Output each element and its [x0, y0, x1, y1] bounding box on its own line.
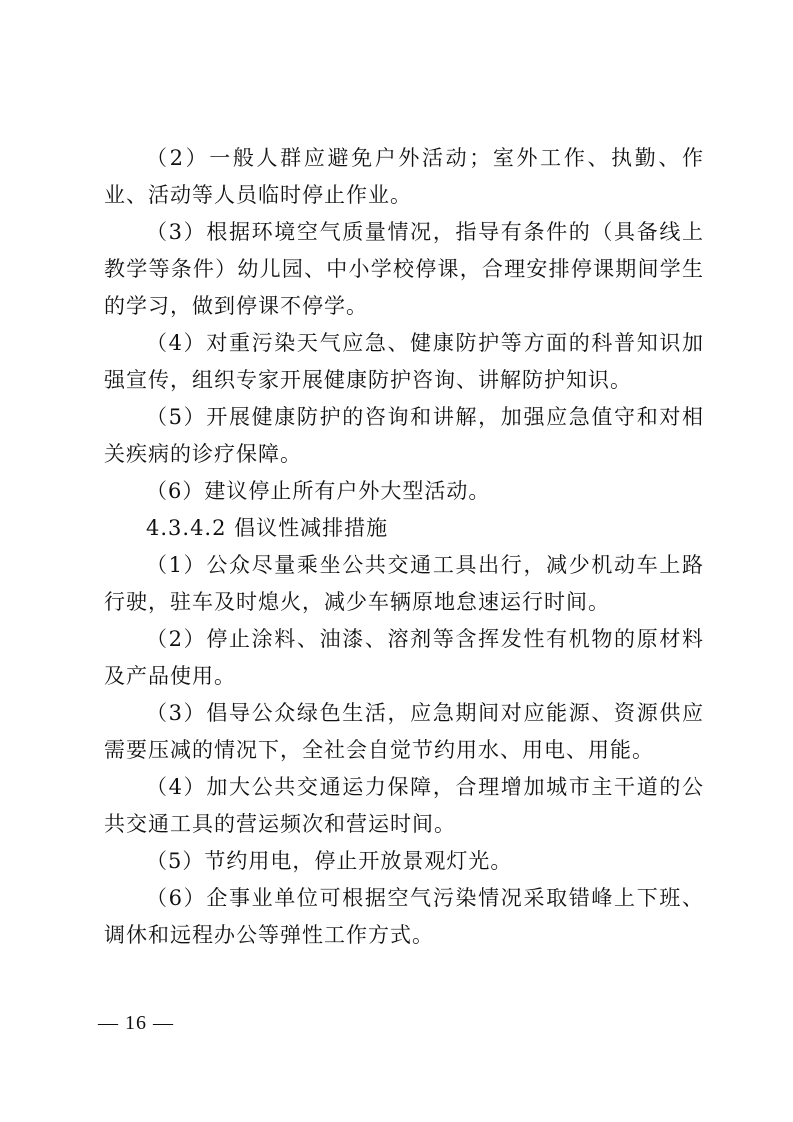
paragraph-top-4: （5）开展健康防护的咨询和讲解，加强应急值守和对相关疾病的诊疗保障。: [104, 405, 704, 466]
paragraph-top-2: （3）根据环境空气质量情况，指导有条件的（具备线上教学等条件）幼儿园、中小学校停课，合理安排停课期间学生的学习，做到停课不停学。: [104, 220, 704, 318]
page-number: — 16 —: [98, 1012, 174, 1034]
paragraph-bottom-3: （3）倡导公众绿色生活，应急期间对应能源、资源供应需要压减的情况下，全社会自觉节约用水、用电、用能。: [104, 701, 704, 762]
section-heading: 4.3.4.2 倡议性减排措施: [146, 516, 389, 540]
paragraph-bottom-4: （4）加大公共交通运力保障，合理增加城市主干道的公共交通工具的营运频次和营运时间。: [104, 775, 704, 836]
paragraph-bottom-2: （2）停止涂料、油漆、溶剂等含挥发性有机物的原材料及产品使用。: [104, 627, 704, 688]
paragraph-bottom-6: （6）企事业单位可根据空气污染情况采取错峰上下班、调休和远程办公等弹性工作方式。: [104, 886, 704, 947]
paragraph-bottom-5: （5）节约用电，停止开放景观灯光。: [146, 849, 513, 873]
paragraph-bottom-1: （1）公众尽量乘坐公共交通工具出行，减少机动车上路行驶，驻车及时熄火，减少车辆原地怠速运行时间。: [104, 553, 704, 614]
paragraph-top-1: （2）一般人群应避免户外活动；室外工作、执勤、作业、活动等人员临时停止作业。: [104, 146, 704, 207]
paragraph-top-3: （4）对重污染天气应急、健康防护等方面的科普知识加强宣传，组织专家开展健康防护咨询、讲解防护知识。: [104, 331, 704, 392]
paragraph-top-5: （6）建议停止所有户外大型活动。: [146, 479, 491, 503]
document-body: [104, 140, 704, 954]
